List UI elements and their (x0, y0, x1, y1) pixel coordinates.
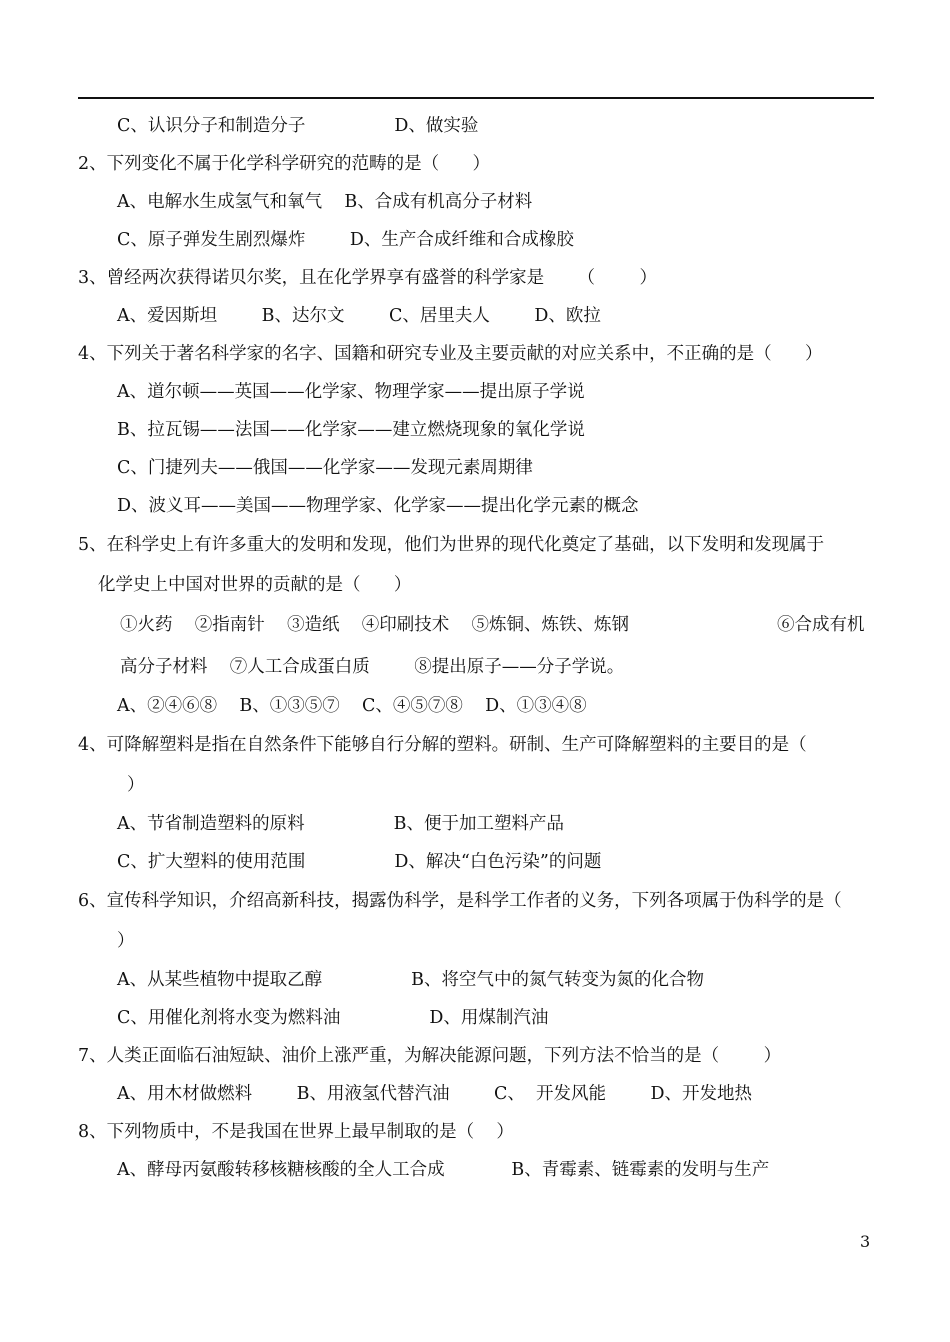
q4b-options-ab: A、节省制造塑料的原料 B、便于加工塑料产品 (117, 814, 565, 834)
q5-options: A、②④⑥⑧ B、①③⑤⑦ C、④⑤⑦⑧ D、①③④⑧ (117, 696, 587, 716)
q1-options-cd: C、认识分子和制造分子 D、做实验 (117, 116, 479, 136)
q5-item-6: ⑥合成有机 (777, 615, 865, 635)
q3-options: A、爱因斯坦 B、达尔文 C、居里夫人 D、欧拉 (117, 306, 601, 326)
q2-stem: 2、下列变化不属于化学科学研究的范畴的是（ ） (78, 154, 491, 174)
q3-stem: 3、曾经两次获得诺贝尔奖，且在化学界享有盛誉的科学家是 （ ） (78, 268, 658, 288)
q8-stem: 8、下列物质中，不是我国在世界上最早制取的是（ ） (78, 1122, 514, 1142)
q6-stem-close: ） (117, 931, 135, 951)
q7-stem: 7、人类正面临石油短缺、油价上涨严重，为解决能源问题，下列方法不恰当的是（ ） (78, 1046, 782, 1066)
q5-items-line2: 高分子材料 ⑦人工合成蛋白质 ⑧提出原子——分子学说。 (120, 657, 625, 677)
q2-options-ab: A、电解水生成氢气和氧气 B、合成有机高分子材料 (117, 192, 533, 212)
q4-option-b: B、拉瓦锡——法国——化学家——建立燃烧现象的氧化学说 (117, 420, 585, 440)
page-number: 3 (860, 1232, 871, 1251)
q5-stem-line2: 化学史上中国对世界的贡献的是（ ） (98, 575, 412, 595)
q6-options-cd: C、用催化剂将水变为燃料油 D、用煤制汽油 (117, 1008, 549, 1028)
q6-stem: 6、宣传科学知识，介绍高新科技，揭露伪科学，是科学工作者的义务，下列各项属于伪科学的是（ (78, 891, 842, 911)
header-rule (78, 97, 874, 99)
q4b-stem-close: ） (127, 775, 145, 795)
q4b-options-cd: C、扩大塑料的使用范围 D、解决“白色污染”的问题 (117, 852, 602, 872)
q5-items-line1: ①火药 ②指南针 ③造纸 ④印刷技术 ⑤炼铜、炼铁、炼钢 (120, 615, 630, 635)
q4-option-a: A、道尔顿——英国——化学家、物理学家——提出原子学说 (117, 382, 585, 402)
q2-options-cd: C、原子弹发生剧烈爆炸 D、生产合成纤维和合成橡胶 (117, 230, 574, 250)
q8-options-ab: A、酵母丙氨酸转移核糖核酸的全人工合成 B、青霉素、链霉素的发明与生产 (117, 1160, 770, 1180)
q4b-stem: 4、可降解塑料是指在自然条件下能够自行分解的塑料。研制、生产可降解塑料的主要目的是（ (78, 735, 807, 755)
q5-stem-line1: 5、在科学史上有许多重大的发明和发现，他们为世界的现代化奠定了基础，以下发明和发现属于 (78, 535, 825, 555)
q7-options: A、用木材做燃料 B、用液氢代替汽油 C、 开发风能 D、开发地热 (117, 1084, 753, 1104)
q4-option-d: D、波义耳——美国——物理学家、化学家——提出化学元素的概念 (117, 496, 639, 516)
q6-options-ab: A、从某些植物中提取乙醇 B、将空气中的氮气转变为氮的化合物 (117, 970, 704, 990)
q4-stem: 4、下列关于著名科学家的名字、国籍和研究专业及主要贡献的对应关系中，不正确的是（ ） (78, 344, 823, 364)
q4-option-c: C、门捷列夫——俄国——化学家——发现元素周期律 (117, 458, 533, 478)
